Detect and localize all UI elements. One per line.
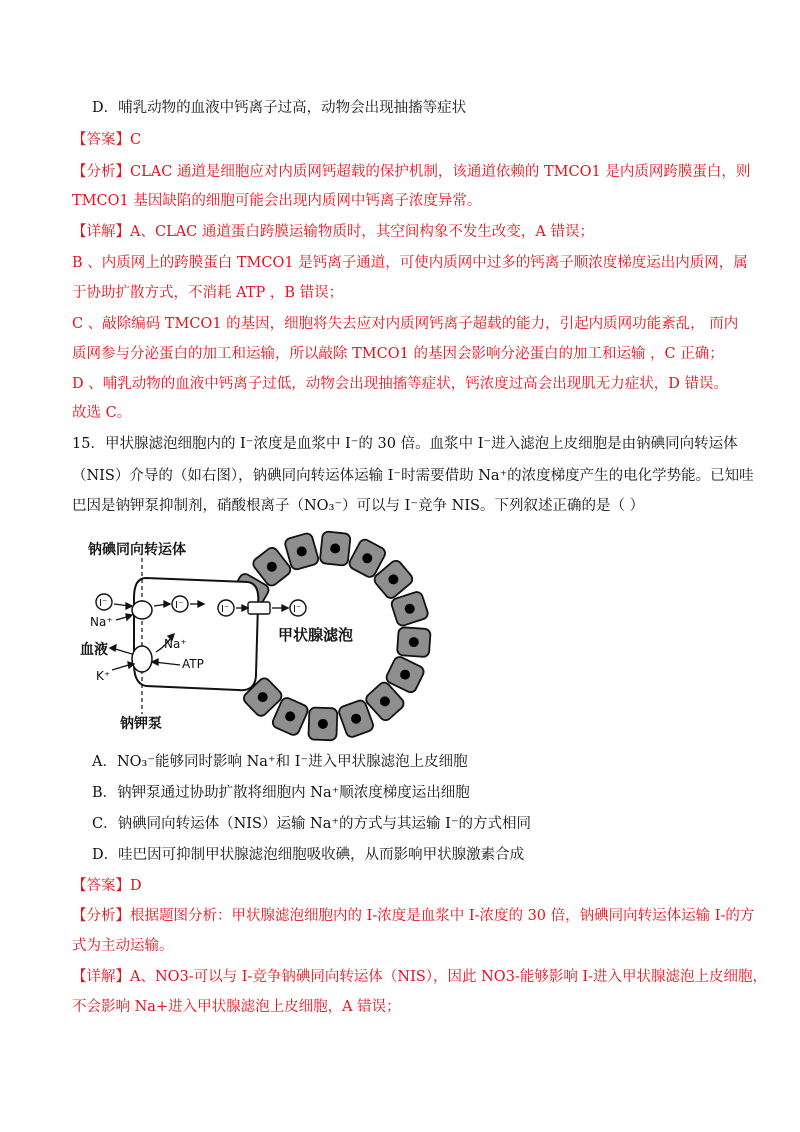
q15-stem-line-2: （NIS）介导的（如右图），钠碘同向转运体运输 I⁻时需要借助 Na⁺的浓度梯度产生的电化学势能。已知哇 bbox=[72, 468, 754, 484]
q14-detail-line-1: 【详解】A、CLAC 通道蛋白跨膜运输物质时，其空间构象不发生改变，A 错误； bbox=[72, 224, 594, 240]
cell-nucleus bbox=[409, 637, 419, 647]
q15-option-a: A．NO₃⁻能够同时影响 Na⁺和 I⁻进入甲状腺滤泡上皮细胞 bbox=[92, 754, 468, 770]
q14-option-d: D．哺乳动物的血液中钙离子过高，动物会出现抽搐等症状 bbox=[92, 100, 467, 116]
label-k: K⁺ bbox=[96, 669, 111, 683]
cell-nucleus bbox=[388, 574, 398, 584]
q14-detail-line-6: D 、哺乳动物的血液中钙离子过低，动物会出现抽搐等症状，钙浓度过高会出现肌无力症状，D 错误。 bbox=[72, 376, 728, 392]
q15-analysis-line-2: 式为主动运输。 bbox=[72, 938, 174, 954]
q14-detail-line-2: B 、内质网上的跨膜蛋白 TMCO1 是钙离子通道，可使内质网中过多的钙离子顺浓度梯度运出内质网，属 bbox=[72, 255, 748, 271]
label-pump: 钠钾泵 bbox=[120, 716, 162, 732]
label-nis: 钠碘同向转运体 bbox=[88, 542, 186, 558]
q14-detail-line-4: C 、敲除编码 TMCO1 的基因，细胞将失去应对内质网钙离子超载的能力，引起内质网功能紊乱， 而内 bbox=[72, 316, 739, 332]
q14-detail-line-5: 质网参与分泌蛋白的加工和运输，所以敲除 TMCO1 的基因会影响分泌蛋白的加工和运输 ，C 正确； bbox=[72, 346, 724, 362]
cell-nucleus bbox=[400, 670, 410, 680]
q15-option-b: B．钠钾泵通过协助扩散将细胞内 Na⁺顺浓度梯度运出细胞 bbox=[92, 785, 470, 801]
q14-detail-line-3: 于协助扩散方式，不消耗 ATP ，B 错误； bbox=[72, 285, 344, 301]
q15-option-c: C．钠碘同向转运体（NIS）运输 Na⁺的方式与其运输 I⁻的方式相同 bbox=[92, 816, 532, 832]
epithelial-cell bbox=[134, 578, 258, 690]
cell-nucleus bbox=[330, 544, 340, 554]
q14-analysis-line-2: TMCO1 基因缺陷的细胞可能会出现内质网中钙离子浓度异常。 bbox=[72, 193, 482, 209]
q15-answer: 【答案】D bbox=[72, 878, 142, 894]
label-ion-3: I⁻ bbox=[221, 604, 230, 615]
apical-channel bbox=[248, 602, 270, 614]
q15-stem-line-3: 巴因是钠钾泵抑制剂，硝酸根离子（NO₃⁻）可以与 I⁻竞争 NIS。下列叙述正确的是（ ） bbox=[72, 498, 645, 514]
q15-detail-line-2: 不会影响 Na+进入甲状腺滤泡上皮细胞，A 错误； bbox=[72, 999, 401, 1015]
thyroid-follicle-diagram bbox=[76, 524, 456, 744]
cell-nucleus bbox=[285, 711, 295, 721]
label-ion-1: I⁻ bbox=[99, 598, 108, 609]
cell-nucleus bbox=[258, 692, 268, 702]
q14-analysis-line-1: 【分析】CLAC 通道是细胞应对内质网钙超载的保护机制，该通道依赖的 TMCO1 是内质网跨膜蛋白，则 bbox=[72, 164, 751, 180]
q15-detail-line-1: 【详解】A、NO3-可以与 I-竞争钠碘同向转运体（NIS），因此 NO3-能够影响 I-进入甲状腺滤泡上皮细胞， bbox=[72, 969, 768, 985]
label-ion-2: I⁻ bbox=[175, 600, 184, 611]
cell-nucleus bbox=[318, 719, 328, 729]
label-blood: 血液 bbox=[80, 642, 108, 658]
cell-nucleus bbox=[351, 714, 361, 724]
q15-option-d: D．哇巴因可抑制甲状腺滤泡细胞吸收碘，从而影响甲状腺激素合成 bbox=[92, 847, 525, 863]
label-atp: ATP bbox=[182, 657, 204, 671]
q14-answer: 【答案】C bbox=[72, 132, 142, 148]
q15-stem-line-1: 15．甲状腺滤泡细胞内的 I⁻浓度是血浆中 I⁻的 30 倍。血浆中 I⁻进入滤泡上皮细胞是由钠碘同向转运体 bbox=[72, 436, 738, 452]
label-ion-4: I⁻ bbox=[293, 604, 302, 615]
nis-transporter bbox=[132, 601, 152, 619]
cell-nucleus bbox=[405, 604, 415, 614]
cell-nucleus bbox=[267, 562, 277, 572]
q14-detail-line-7: 故选 C。 bbox=[72, 405, 132, 421]
label-na-pump: Na⁺ bbox=[164, 637, 187, 651]
label-follicle: 甲状腺滤泡 bbox=[278, 626, 354, 644]
label-na-blood: Na⁺ bbox=[90, 615, 113, 629]
cell-nucleus bbox=[297, 546, 307, 556]
cell-nucleus bbox=[380, 696, 390, 706]
q15-analysis-line-1: 【分析】根据题图分析：甲状腺滤泡细胞内的 I-浓度是血浆中 I-浓度的 30 倍，钠碘同向转运体运输 I-的方 bbox=[72, 908, 755, 924]
na-k-pump bbox=[132, 646, 152, 672]
cell-nucleus bbox=[362, 553, 372, 563]
